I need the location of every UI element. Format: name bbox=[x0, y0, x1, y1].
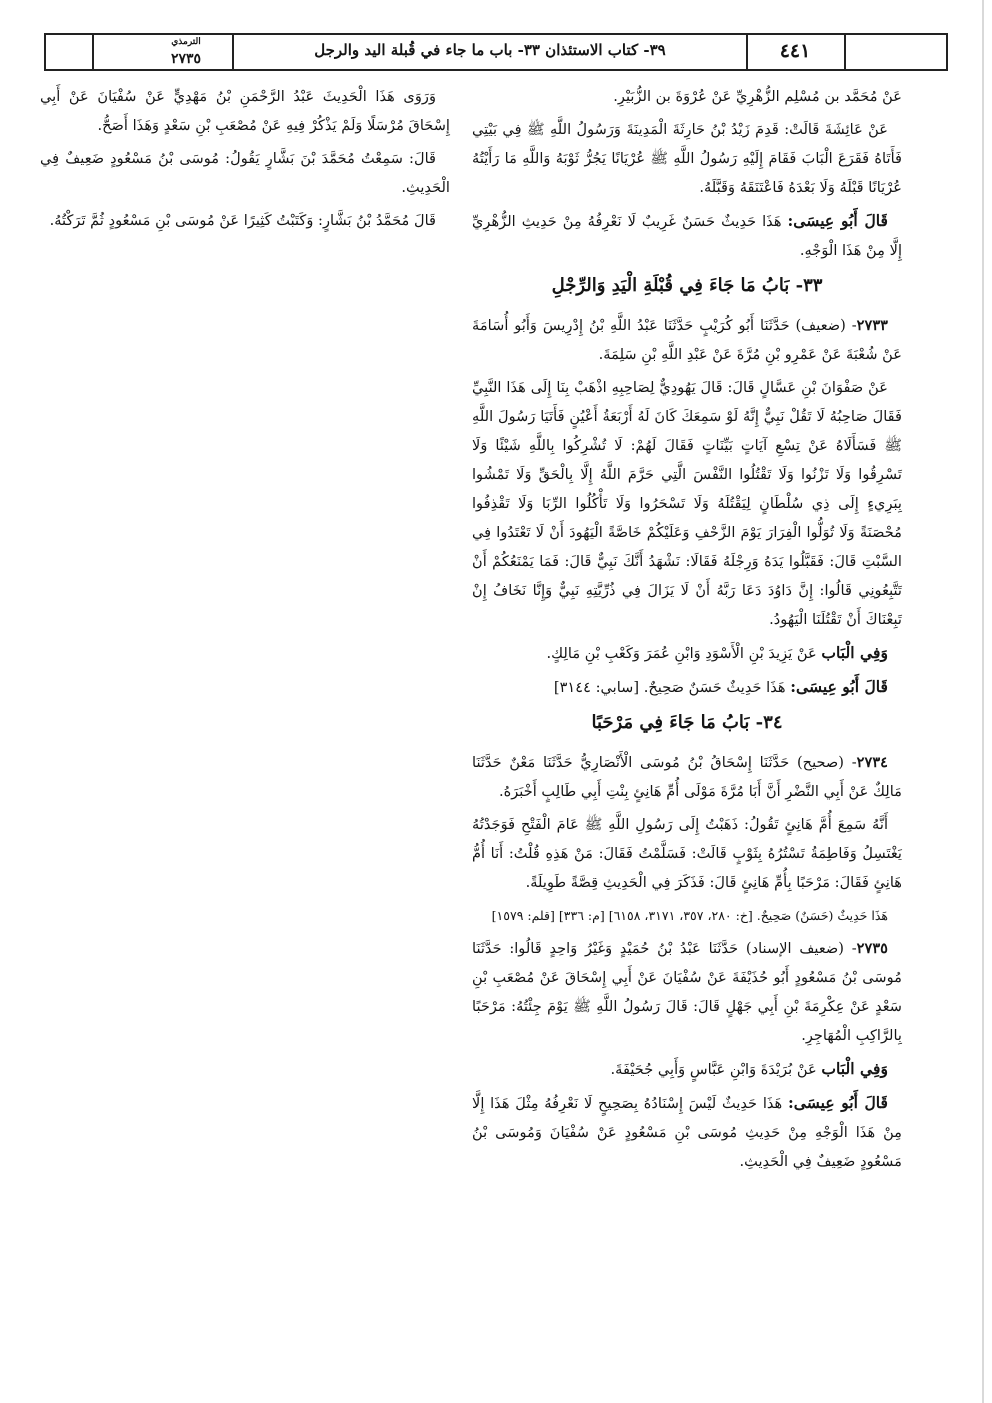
fil-bab-text: عَنْ يَزِيدَ بْنِ الْأَسْوَدِ وَابْنِ عُمَرَ وَكَعْبِ بْنِ مَالِكٍ. bbox=[546, 645, 817, 662]
hadith-chain: حَدَّثَنَا عَبْدُ بْنُ حُمَيْدٍ وَغَيْرُ وَاحِدٍ قَالُوا: حَدَّثَنَا مُوسَى بْنُ مَسْعُودٍ أَبُو حُذَيْفَةَ عَنْ سُفْيَانَ عَنْ أَبِي إِسْحَاقَ عَنْ مُصْعَبِ بْنِ سَعْدٍ عَنْ عِكْرِمَةَ بْنِ أَبِي جَهْلٍ قَالَ: قَالَ رَسُولُ اللَّهِ ﷺ يَوْمَ جِئْتُهُ: مَرْحَبًا بِالرَّاكِبِ الْمُهَاجِرِ. bbox=[472, 940, 902, 1044]
header-divider bbox=[92, 35, 94, 69]
page-number: ٤٤١ bbox=[779, 40, 811, 62]
section-heading-34: ٣٤- بَابُ مَا جَاءَ فِي مَرْحَبًا bbox=[591, 712, 783, 733]
header-divider bbox=[844, 35, 846, 69]
hadith-chain: حَدَّثَنَا إِسْحَاقُ بْنُ مُوسَى الْأَنْصَارِيُّ حَدَّثَنَا مَعْنٌ حَدَّثَنَا مَالِكٌ عَنْ أَبِي النَّضْرِ أَنَّ أَبَا مُرَّةَ مَوْلَى أُمِّ هَانِئٍ بِنْتِ أَبِي طَالِبٍ أَخْبَرَهُ. bbox=[472, 754, 902, 800]
header-hadith-number: ٢٧٣٥ bbox=[170, 51, 202, 67]
page-header bbox=[44, 33, 948, 71]
hadith-text: عَنْ صَفْوَانَ بْنِ عَسَّالٍ قَالَ: قَالَ يَهُودِيٌّ لِصَاحِبِهِ اذْهَبْ بِنَا إِلَى هَذَا النَّبِيِّ فَقَالَ صَاحِبُهُ لَا تَقُلْ نَبِيٌّ إِنَّهُ لَوْ سَمِعَكَ كَانَ لَهُ أَرْبَعَةُ أَعْيُنٍ فَأَتَيَا رَسُولَ اللَّهِ ﷺ فَسَأَلَاهُ عَنْ تِسْعِ آيَاتٍ بَيِّنَاتٍ فَقَالَ لَهُمْ: لَا تُشْرِكُوا بِاللَّهِ شَيْئًا وَلَا تَسْرِقُوا وَلَا تَزْنُوا وَلَا تَقْتُلُوا النَّفْسَ الَّتِي حَرَّمَ اللَّهُ إِلَّا بِالْحَقِّ وَلَا تَمْشُوا بِبَرِيءٍ إِلَى ذِي سُلْطَانٍ لِيَقْتُلَهُ وَلَا تَسْحَرُوا وَلَا تَأْكُلُوا الرِّبَا وَلَا تَقْذِفُوا مُحْصَنَةً وَلَا تُوَلُّوا الْفِرَارَ يَوْمَ الزَّحْفِ وَعَلَيْكُمْ خَاصَّةً الْيَهُودَ أَنْ لَا تَعْتَدُوا فِي السَّبْتِ قَالَ: فَقَبَّلُوا يَدَهُ وَرِجْلَهُ فَقَالَا: نَشْهَدُ أَنَّكَ نَبِيٌّ قَالَ: فَمَا يَمْنَعُكُمْ أَنْ تَتَّبِعُونِي قَالُوا: إِنَّ دَاوُدَ دَعَا رَبَّهُ أَنْ لَا يَزَالَ فِي ذُرِّيَّتِهِ نَبِيٌّ وَإِنَّا نَخَافُ إِنْ تَبِعْنَاكَ أَنْ تَقْتُلَنَا الْيَهُودُ. bbox=[472, 379, 902, 628]
abu-isa-comment bbox=[472, 1088, 902, 1176]
hadith-number: ٢٧٣٥ bbox=[856, 940, 888, 957]
hadith-number: ٢٧٣٣ bbox=[856, 317, 888, 334]
abu-isa-comment bbox=[472, 206, 902, 265]
header-divider bbox=[232, 35, 234, 69]
hadith-number: ٢٧٣٤ bbox=[856, 754, 888, 771]
fil-bab-note bbox=[472, 1054, 902, 1084]
paragraph: قَالَ: سَمِعْتُ مُحَمَّدَ بْنَ بَشَّارٍ يَقُولُ: مُوسَى بْنُ مَسْعُودٍ ضَعِيفٌ فِي الْحَدِيثِ. bbox=[40, 150, 450, 196]
hadith-chain: حَدَّثَنَا أَبُو كُرَيْبٍ حَدَّثَنَا عَبْدُ اللَّهِ بْنُ إِدْرِيسَ وَأَبُو أُسَامَةَ عَنْ شُعْبَةَ عَنْ عَمْرِو بْنِ مُرَّةَ عَنْ عَبْدِ اللَّهِ بْنِ سَلِمَةَ. bbox=[472, 317, 902, 363]
hadith-text: أَنَّهُ سَمِعَ أُمَّ هَانِئٍ تَقُولُ: ذَهَبْتُ إِلَى رَسُولِ اللَّهِ ﷺ عَامَ الْفَتْحِ فَوَجَدْتُهُ يَغْتَسِلُ وَفَاطِمَةُ تَسْتُرُهُ بِثَوْبٍ قَالَتْ: فَسَلَّمْتُ فَقَالَ: مَنْ هَذِهِ قُلْتُ: أَنَا أُمُّ هَانِئٍ فَقَالَ: مَرْحَبًا بِأُمِّ هَانِئٍ قَالَ: فَذَكَرَ فِي الْحَدِيثِ قِصَّةً طَوِيلَةً. bbox=[472, 816, 902, 891]
fil-bab-note bbox=[472, 638, 902, 668]
abu-isa-lead: قَالَ أَبُو عِيسَى: bbox=[787, 211, 889, 230]
fil-bab-text: عَنْ بُرَيْدَةَ وَابْنِ عَبَّاسٍ وَأَبِي جُحَيْفَةَ. bbox=[610, 1061, 817, 1078]
fil-bab-lead: وَفِي الْبَاب bbox=[821, 1059, 888, 1078]
left-text-column bbox=[40, 82, 450, 239]
scan-edge-line bbox=[982, 0, 984, 1403]
hadith-2734: ٢٧٣٤- (صحيح) حَدَّثَنَا إِسْحَاقُ بْنُ مُوسَى الْأَنْصَارِيُّ حَدَّثَنَا مَعْنٌ حَدَّثَنَا مَالِكٌ عَنْ أَبِي النَّضْرِ أَنَّ أَبَا مُرَّةَ مَوْلَى أُمِّ هَانِئٍ بِنْتِ أَبِي طَالِبٍ أَخْبَرَهُ. bbox=[472, 754, 902, 800]
fil-bab-lead: وَفِي الْبَاب bbox=[821, 643, 888, 662]
hadith-2735: ٢٧٣٥- (ضعيف الإسناد) حَدَّثَنَا عَبْدُ بْنُ حُمَيْدٍ وَغَيْرُ وَاحِدٍ قَالُوا: حَدَّثَنَا مُوسَى بْنُ مَسْعُودٍ أَبُو حُذَيْفَةَ عَنْ سُفْيَانَ عَنْ أَبِي إِسْحَاقَ عَنْ مُصْعَبِ بْنِ سَعْدٍ عَنْ عِكْرِمَةَ بْنِ أَبِي جَهْلٍ قَالَ: قَالَ رَسُولُ اللَّهِ ﷺ يَوْمَ جِئْتُهُ: مَرْحَبًا بِالرَّاكِبِ الْمُهَاجِرِ. bbox=[472, 940, 902, 1044]
paragraph: وَرَوَى هَذَا الْحَدِيثَ عَبْدُ الرَّحْمَنِ بْنُ مَهْدِيٍّ عَنْ سُفْيَانَ عَنْ أَبِي إِسْحَاقَ مُرْسَلًا وَلَمْ يَذْكُرْ فِيهِ عَنْ مُصْعَبِ بْنِ سَعْدٍ وَهَذَا أَصَحُّ. bbox=[40, 88, 450, 134]
grade-reference: هَذَا حَدِيثٌ (حَسَنٌ) صَحِيحٌ. [خ: ٢٨٠، ٣٥٧، ٣١٧١، ٦١٥٨] [م: ٣٣٦] [قلم: ١٥٧٩] bbox=[491, 908, 888, 923]
abu-isa-comment bbox=[472, 672, 902, 702]
section-heading-33: ٣٣- بَابُ مَا جَاءَ فِي قُبْلَةِ الْيَدِ وَالرِّجْلِ bbox=[551, 275, 823, 296]
abu-isa-lead: قَالَ أَبُو عِيسَى: bbox=[790, 677, 888, 696]
abu-isa-lead: قَالَ أَبُو عِيسَى: bbox=[787, 1093, 888, 1112]
right-text-column bbox=[472, 82, 902, 1180]
hadith-grade: (صحيح) bbox=[796, 754, 844, 771]
book-label: الترمذي bbox=[171, 37, 201, 47]
comment-text: هَذَا حَدِيثٌ حَسَنٌ غَرِيبٌ لَا نَعْرِفُهُ مِنْ حَدِيثِ الزُّهْرِيِّ إِلَّا مِنْ هَذَا الْوَجْهِ. bbox=[472, 213, 902, 259]
paragraph: عَنْ عَائِشَةَ قَالَتْ: قَدِمَ زَيْدُ بْنُ حَارِثَةَ الْمَدِينَةَ وَرَسُولُ اللَّهِ ﷺ فِي بَيْتِي فَأَتَاهُ فَقَرَعَ الْبَابَ فَقَامَ إِلَيْهِ رَسُولُ اللَّهِ ﷺ عُرْيَانًا يَجُرُّ ثَوْبَهُ وَاللَّهِ مَا رَأَيْتُهُ عُرْيَانًا قَبْلَهُ وَلَا بَعْدَهُ فَاعْتَنَقَهُ وَقَبَّلَهُ. bbox=[472, 121, 902, 196]
paragraph: عَنْ مُحَمَّد بن مُسْلِم الزُّهْرِيِّ عَنْ عُرْوَةَ بن الزُّبَيْرِ. bbox=[613, 88, 902, 105]
hadith-grade: (ضعيف الإسناد) bbox=[745, 940, 844, 957]
hadith-grade: (ضعيف) bbox=[795, 317, 846, 334]
paragraph: قَالَ مُحَمَّدُ بْنُ بَشَّارٍ: وَكَتَبْتُ كَثِيرًا عَنْ مُوسَى بْنِ مَسْعُودٍ ثُمَّ تَرَكْتُهُ. bbox=[49, 212, 436, 229]
comment-text: هَذَا حَدِيثٌ لَيْسَ إِسْنَادُهُ بِصَحِيحٍ لَا نَعْرِفُهُ مِثْلَ هَذَا إِلَّا مِنْ هَذَا الْوَجْهِ مِنْ حَدِيثِ مُوسَى بْنِ مَسْعُودٍ عَنْ سُفْيَانَ وَمُوسَى بْنُ مَسْعُودٍ ضَعِيفٌ فِي الْحَدِيثِ. bbox=[472, 1095, 902, 1170]
chapter-title: ٣٩- كتاب الاستئذان ٣٣- باب ما جاء في قُبلة اليد والرجل bbox=[314, 41, 666, 59]
hadith-2733: ٢٧٣٣- (ضعيف) حَدَّثَنَا أَبُو كُرَيْبٍ حَدَّثَنَا عَبْدُ اللَّهِ بْنُ إِدْرِيسَ وَأَبُو أُسَامَةَ عَنْ شُعْبَةَ عَنْ عَمْرِو بْنِ مُرَّةَ عَنْ عَبْدِ اللَّهِ بْنِ سَلِمَةَ. bbox=[472, 317, 902, 363]
comment-text: هَذَا حَدِيثٌ حَسَنٌ صَحِيحٌ. [سابي: ٣١٤٤] bbox=[553, 679, 786, 696]
